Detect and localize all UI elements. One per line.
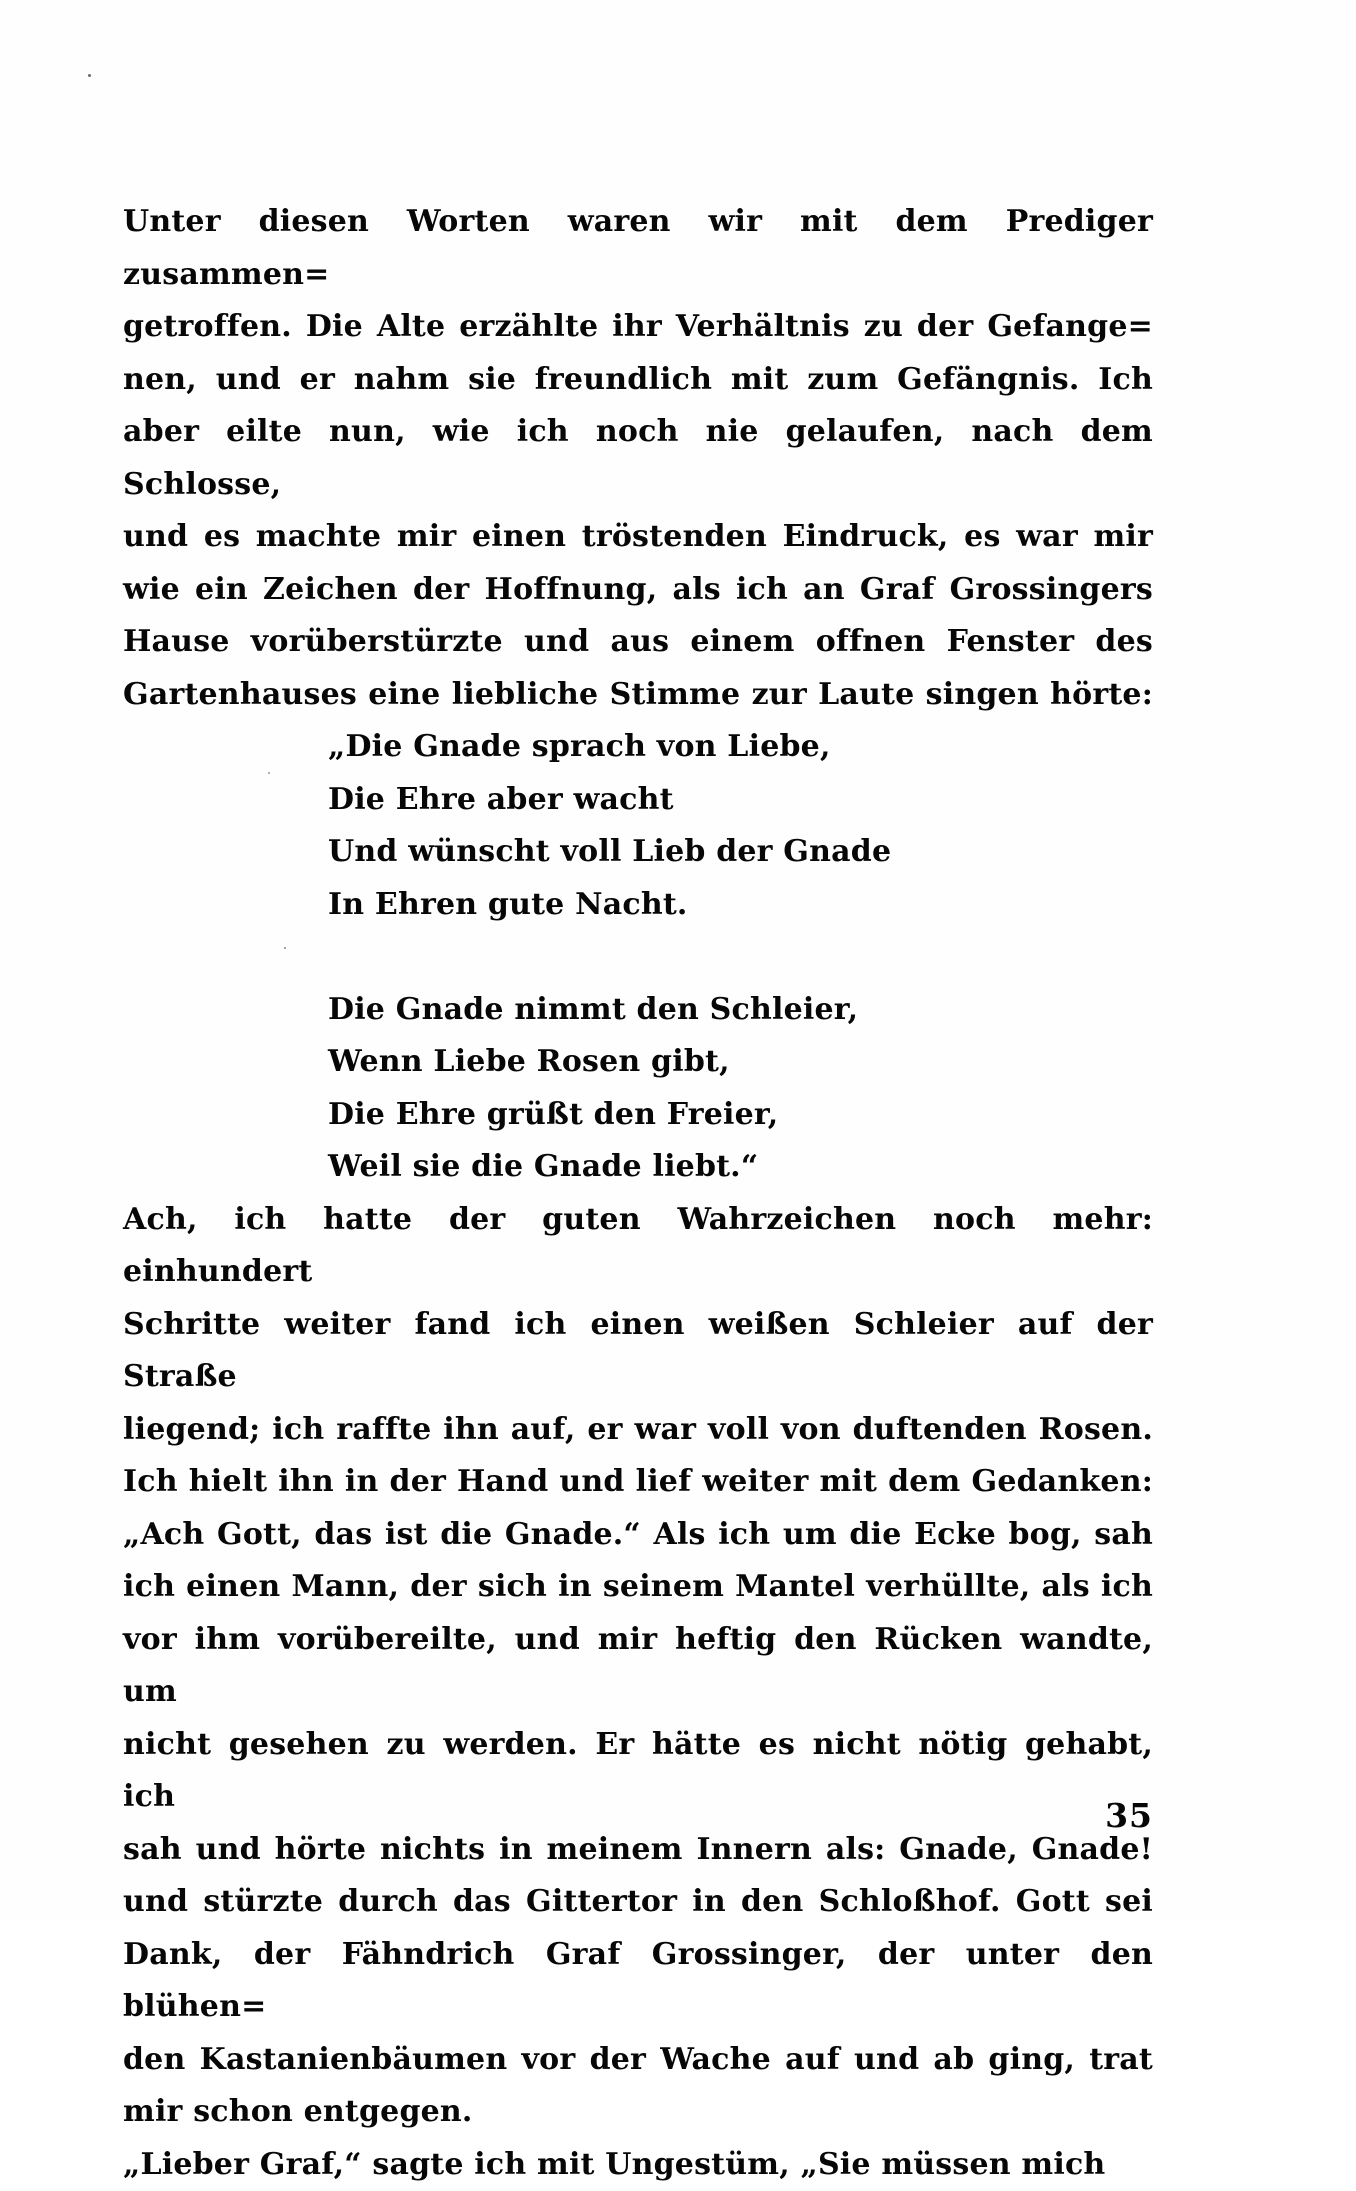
- text-line: nen, und er nahm sie freundlich mit zum Gefängnis. Ich: [123, 354, 1153, 407]
- text-line: Unter diesen Worten waren wir mit dem Prediger zusammen=: [123, 196, 1153, 301]
- verse-line: Die Ehre grüßt den Freier,: [328, 1089, 1153, 1142]
- text-line: den Kastanienbäumen vor der Wache auf und ab ging, trat: [123, 2034, 1153, 2087]
- verse-line: Weil sie die Gnade liebt.“: [328, 1141, 1153, 1194]
- verse-line: Und wünscht voll Lieb der Gnade: [328, 826, 1153, 879]
- text-line: „Ach Gott, das ist die Gnade.“ Als ich um die Ecke bog, sah: [123, 1509, 1153, 1562]
- text-line: ich einen Mann, der sich in seinem Mantel verhüllte, als ich: [123, 1561, 1153, 1614]
- text-line: liegend; ich raffte ihn auf, er war voll von duftenden Rosen.: [123, 1404, 1153, 1457]
- verse-line: Wenn Liebe Rosen gibt,: [328, 1036, 1153, 1089]
- text-line: vor ihm vorübereilte, und mir heftig den Rücken wandte, um: [123, 1614, 1153, 1719]
- text-line: Schritte weiter fand ich einen weißen Schleier auf der Straße: [123, 1299, 1153, 1404]
- page-number: 35: [1105, 1796, 1153, 1836]
- paragraph-main: [123, 1194, 1153, 2139]
- text-line: getroffen. Die Alte erzählte ihr Verhältnis zu der Gefange=: [123, 301, 1153, 354]
- text-line: Hause vorüberstürzte und aus einem offnen Fenster des: [123, 616, 1153, 669]
- text-line: Dank, der Fähndrich Graf Grossinger, der unter den blühen=: [123, 1929, 1153, 2034]
- verse-line: In Ehren gute Nacht.: [328, 879, 1153, 932]
- text-line: nicht gesehen zu werden. Er hätte es nicht nötig gehabt, ich: [123, 1719, 1153, 1824]
- verse-stanza-1: [328, 721, 1153, 931]
- verse-line: Die Ehre aber wacht: [328, 774, 1153, 827]
- verse-line: „Die Gnade sprach von Liebe,: [328, 721, 1153, 774]
- paragraph-closing: [123, 2139, 1153, 2191]
- text-line: sah und hörte nichts in meinem Innern als: Gnade, Gnade!: [123, 1824, 1153, 1877]
- paragraph-opening: [123, 196, 1153, 721]
- stanza-gap: [123, 931, 1153, 984]
- verse-stanza-2: [328, 984, 1153, 1194]
- text-line: Gartenhauses eine liebliche Stimme zur Laute singen hörte:: [123, 669, 1153, 722]
- text-line: Ich hielt ihn in der Hand und lief weiter mit dem Gedanken:: [123, 1456, 1153, 1509]
- text-line: Ach, ich hatte der guten Wahrzeichen noch mehr: einhundert: [123, 1194, 1153, 1299]
- text-line: „Lieber Graf,“ sagte ich mit Ungestüm, „Sie müssen mich: [123, 2139, 1153, 2191]
- text-block: [123, 196, 1153, 2191]
- text-line: aber eilte nun, wie ich noch nie gelaufen, nach dem Schlosse,: [123, 406, 1153, 511]
- text-line: und stürzte durch das Gittertor in den Schloßhof. Gott sei: [123, 1876, 1153, 1929]
- verse-line: Die Gnade nimmt den Schleier,: [328, 984, 1153, 1037]
- text-line: wie ein Zeichen der Hoffnung, als ich an Graf Grossingers: [123, 564, 1153, 617]
- scan-speck: [88, 74, 91, 77]
- text-line: und es machte mir einen tröstenden Eindruck, es war mir: [123, 511, 1153, 564]
- text-line: mir schon entgegen.: [123, 2086, 1153, 2139]
